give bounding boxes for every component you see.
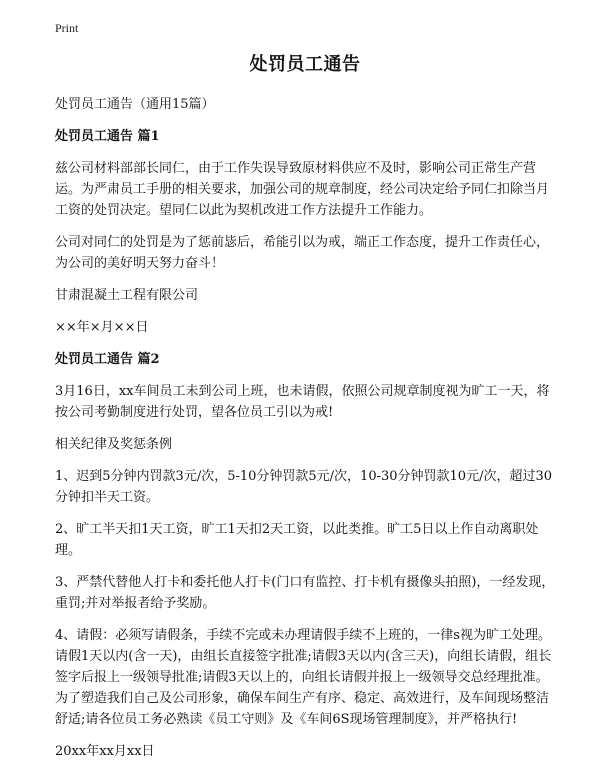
paragraph: 公司对同仁的处罚是为了惩前毖后，希能引以为戒，端正工作态度，提升工作责任心，为公司的美好明天努力奋斗！ — [55, 235, 550, 271]
company-signature: 甘肃混凝土工程有限公司 — [55, 288, 199, 303]
rule-item: 1、迟到5分钟内罚款3元/次，5-10分钟罚款5元/次，10-30分钟罚款10元/次，超过30分钟扣半天工资。 — [55, 469, 552, 505]
paragraph: 3月16日，xx车间员工未到公司上班，也未请假，依照公司规章制度视为旷工一天，将按公司考勤制度进行处罚，望各位员工引以为戒! — [55, 384, 550, 420]
print-link[interactable]: Print — [55, 21, 79, 35]
document-title: 处罚员工通告 — [249, 54, 361, 75]
signature-date: 20xx年xx月xx日 — [55, 744, 155, 759]
section-heading-2: 处罚员工通告 篇2 — [55, 352, 160, 367]
section-heading-1: 处罚员工通告 篇1 — [55, 129, 160, 144]
rules-heading: 相关纪律及奖惩条例 — [55, 437, 173, 452]
rule-item: 2、旷工半天扣1天工资，旷工1天扣2天工资，以此类推。旷工5日以上作自动离职处理。 — [55, 522, 539, 558]
rule-item: 4、请假：必须写请假条，手续不完或未办理请假手续不上班的，一律s视为旷工处理。请假1天以内(含一天)，由组长直接签字批准;请假3天以内(含三天)，向组长请假，组长签字后报上一级领导批准;请假3天以上的，向组长请假并报上一级领导交总经理批准。为了塑造我们自己及公司形象，确保车间生产有序、稳定、高效进行，及车间现场整洁舒适;请各位员工务必熟读《员工守则》及《车间6S现场管理制度》，并严格执行! — [55, 628, 552, 727]
rule-item: 3、严禁代替他人打卡和委托他人打卡(门口有监控、打卡机有摄像头拍照)，一经发现，重罚;并对举报者给予奖励。 — [55, 575, 555, 611]
paragraph: 兹公司材料部部长同仁，由于工作失误导致原材料供应不及时，影响公司正常生产营运。为严肃员工手册的相关要求，加强公司的规章制度，经公司决定给予同仁扣除当月工资的处罚决定。望同仁以此为契机改进工作方法提升工作能力。 — [55, 161, 550, 218]
document-body — [55, 50, 555, 773]
signature-date: ××年×月××日 — [55, 320, 149, 335]
document-subtitle: 处罚员工通告（通用15篇） — [55, 97, 215, 112]
